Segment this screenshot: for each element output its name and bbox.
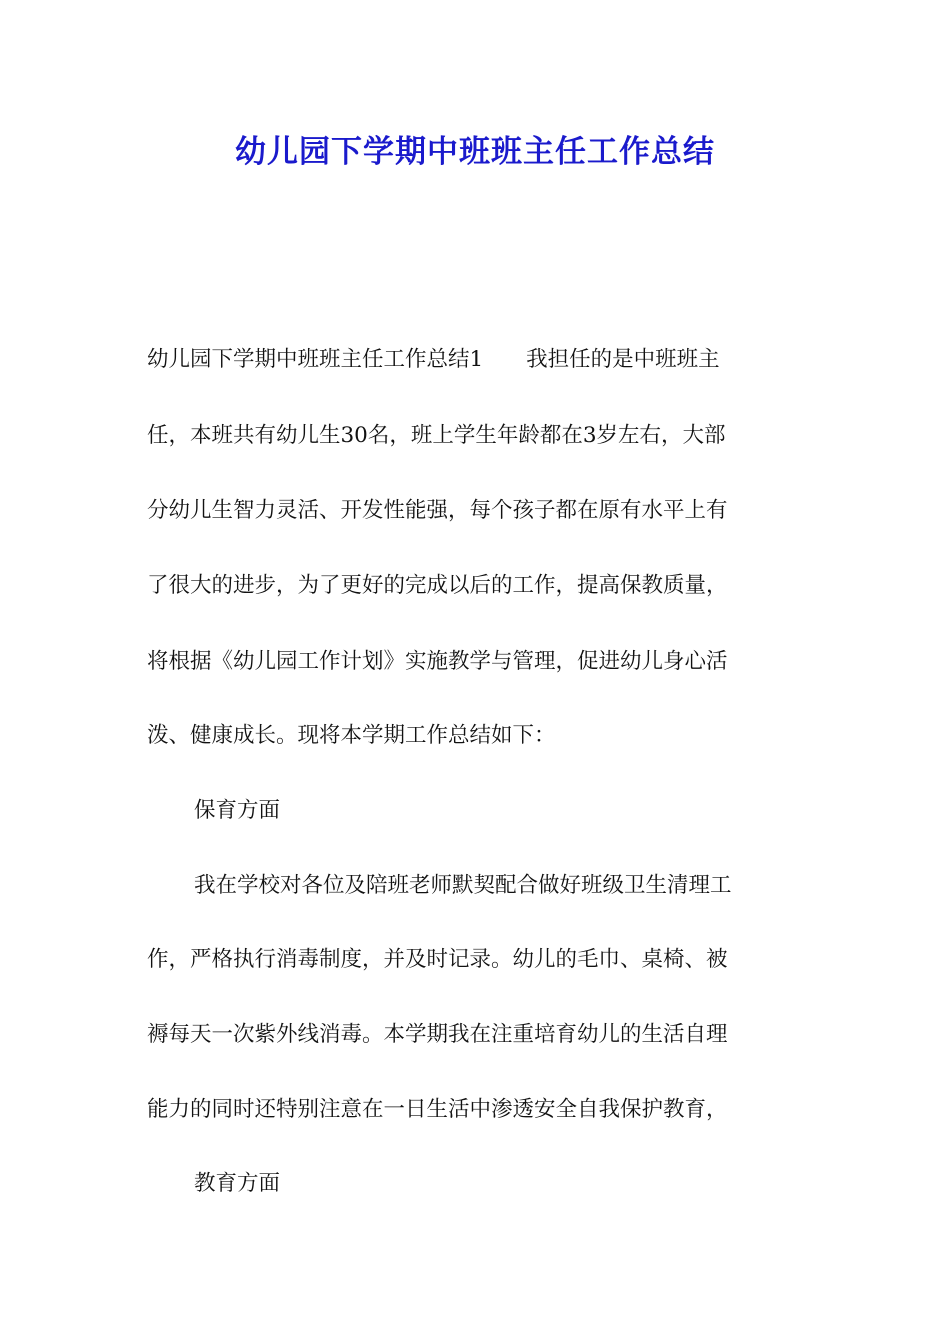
- body-line-10: 褥每天一次紫外线消毒。本学期我在注重培育幼儿的生活自理: [147, 1022, 728, 1047]
- body-line-3: 分幼儿生智力灵活、开发性能强，每个孩子都在原有水平上有: [147, 498, 728, 523]
- body-line-8: 我在学校对各位及陪班老师默契配合做好班级卫生清理工: [194, 873, 732, 898]
- body-line-2: 任，本班共有幼儿生30名，班上学生年龄都在3岁左右，大部: [147, 423, 726, 448]
- section-heading-education: 教育方面: [194, 1171, 281, 1196]
- document-title: 幼儿园下学期中班班主任工作总结: [235, 134, 715, 170]
- body-line-9: 作，严格执行消毒制度，并及时记录。幼儿的毛巾、桌椅、被: [147, 947, 728, 972]
- section-heading-care: 保育方面: [194, 798, 281, 823]
- body-line-4: 了很大的进步，为了更好的完成以后的工作，提高保教质量，: [147, 573, 728, 598]
- body-line-5: 将根据《幼儿园工作计划》实施教学与管理，促进幼儿身心活: [147, 649, 728, 674]
- body-line-1: 幼儿园下学期中班班主任工作总结1 我担任的是中班班主: [147, 347, 720, 372]
- body-line-11: 能力的同时还特别注意在一日生活中渗透安全自我保护教育，: [147, 1097, 728, 1122]
- body-line-6: 泼、健康成长。现将本学期工作总结如下：: [147, 723, 556, 748]
